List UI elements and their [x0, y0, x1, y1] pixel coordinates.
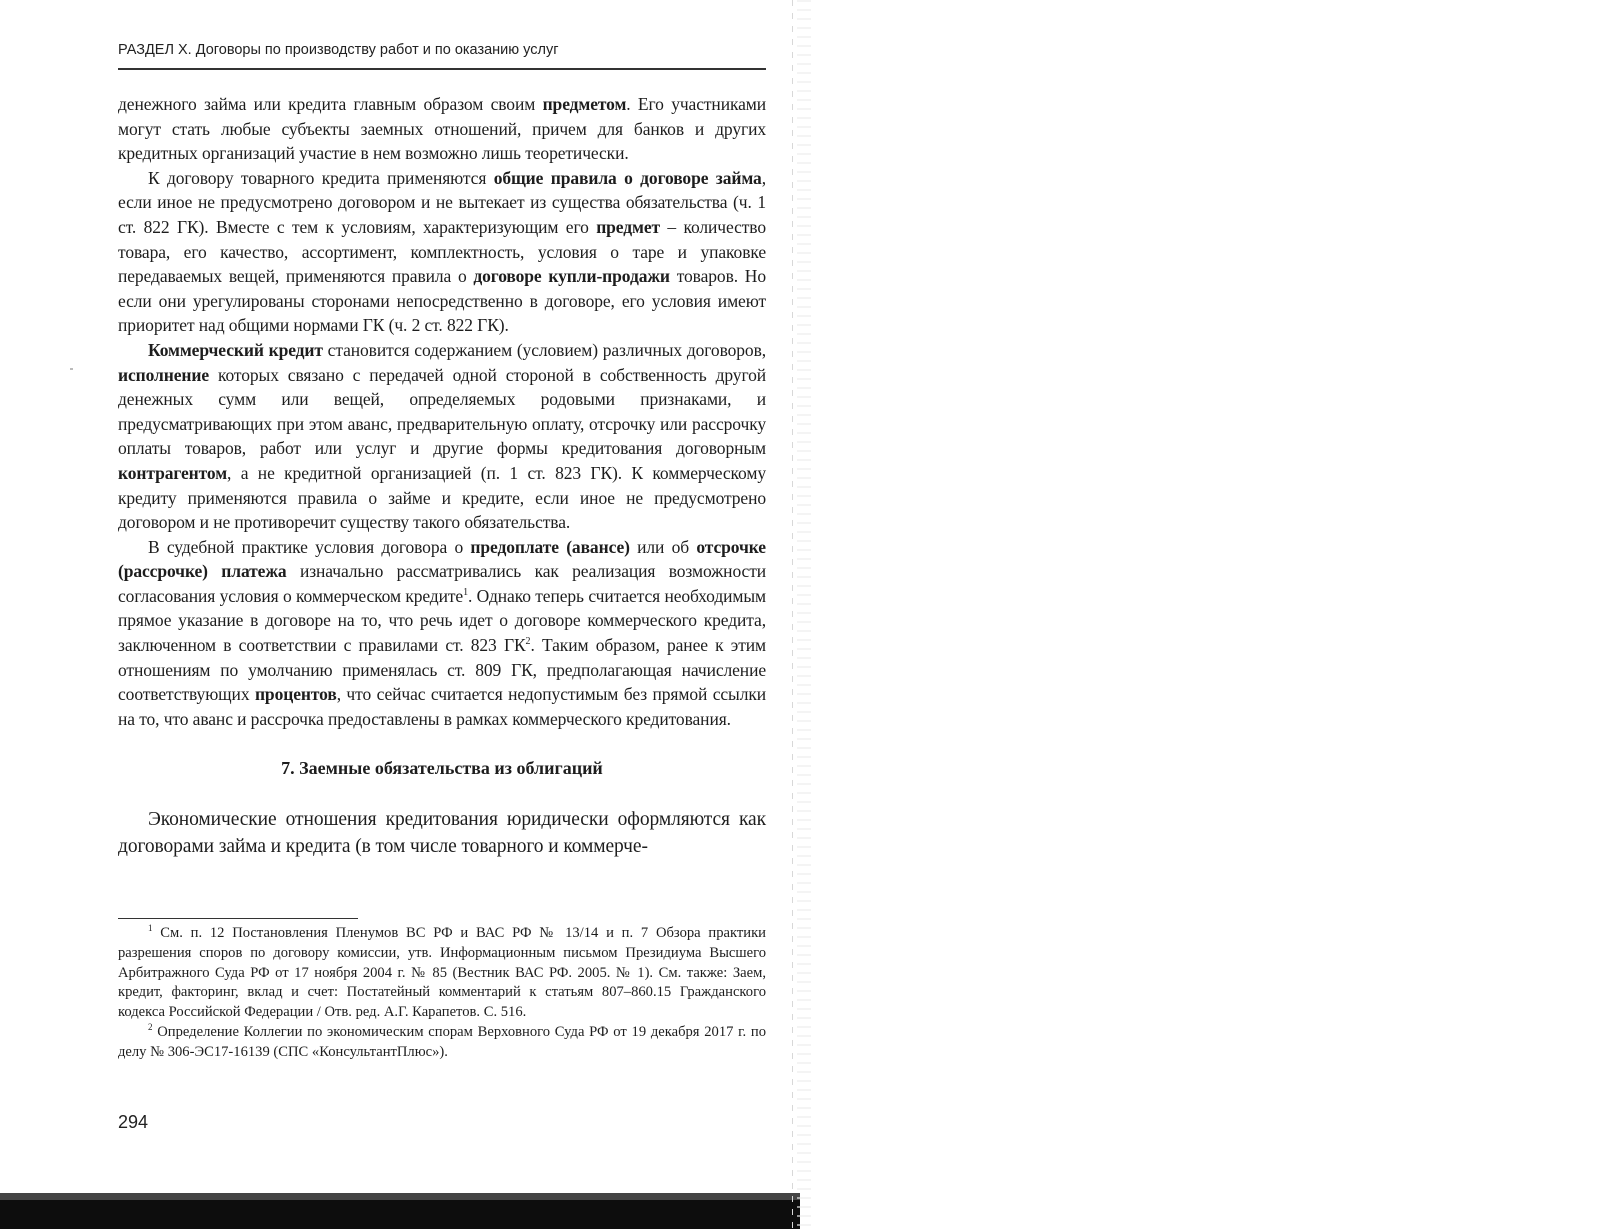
- paragraph-5: Экономические отношения кредитования юридически оформляются как договорами займа и кредита (в том числе товарного и коммерче-: [118, 809, 766, 858]
- page-number: 294: [118, 1112, 149, 1132]
- footnote-2: $^2$ Определение Коллегии по экономическим спорам Верховного Суда РФ от 19 декабря 2017 г. по делу № 306-ЭС17-16139 (СПС «КонсультантПлюс»).: [118, 1022, 766, 1060]
- footnote-ref-2[interactable]: 2: [525, 636, 531, 648]
- bold-term: отсрочке (рассрочке) платежа: [118, 536, 766, 582]
- footnotes: [118, 924, 766, 1063]
- footnote-mark: 2: [148, 1022, 153, 1033]
- bold-term: предмет: [596, 216, 660, 237]
- bold-term: процентов: [254, 684, 337, 705]
- paragraph-4: В судебной практике условия договора о предоплате (авансе) или об отсрочке (рассрочке) платежа изначально рассматривались как реализация возможности согласования условия о коммерческом кредите$^1$. Однако теперь считается необходимым прямое указание в договоре на то, что речь идет о договоре коммерческого кредита, заключенном в соответствии с правилами ст. 823 $ГК^2$. Таким образом, ранее к этим отношениям по умолчанию применялась ст. 809 ГК, предполагающая начисление соответствующих процентов, что сейчас считается недопустимым без прямой ссылки на то, что аванс и рассрочка предоставлены в рамках коммерческого кредитования.: [118, 536, 767, 729]
- book-gutter: [792, 0, 793, 1229]
- gutter-noise: [797, 0, 811, 1229]
- scan-speck: [70, 368, 73, 370]
- paragraph-3: Коммерческий кредит становится содержанием (условием) различных договоров, исполнение которых связано с передачей одной стороной в собственность другой денежных сумм или вещей, определяемых родовыми признаками, и предусматривающих при этом аванс, предварительную оплату, отсрочку или рассрочку оплаты товаров, работ или услуг и другие формы кредитования договорным контрагентом, а не кредитной организацией (п. 1 ст. 823 ГК). К коммерческому кредиту применяются правила о займе и кредите, если иное не предусмотрено договором и не противоречит существу такого обязательства.: [118, 339, 767, 533]
- footnote-separator: [118, 918, 358, 919]
- paragraph-2: К договору товарного кредита применяются общие правила о договоре займа, если иное не предусмотрено договором и не вытекает из существа обязательства (ч. 1 ст. 822 ГК). Вместе с тем к условиям, характеризующим его предмет – количество товара, его качество, ассортимент, комплектность, условия о таре и упаковке передаваемых вещей, применяются правила о договоре купли-продажи товаров. Но если они урегулированы сторонами непосредственно в договоре, его условия имеют приоритет над общими нормами ГК (ч. 2 ст. 822 ГК).: [118, 167, 766, 336]
- bold-term: Коммерческий кредит: [148, 339, 323, 360]
- bold-term: предоплате (авансе): [470, 536, 630, 557]
- footnote-ref-1[interactable]: 1: [463, 587, 468, 599]
- bold-term: исполнение: [118, 364, 210, 385]
- bold-term: общие правила о договоре займа: [493, 167, 762, 188]
- header-rule: [118, 68, 766, 70]
- footnote-mark: 1: [148, 923, 153, 934]
- main-text: [118, 92, 766, 860]
- bold-term: контрагентом: [118, 462, 228, 483]
- bold-term: договоре купли-продажи: [473, 266, 670, 287]
- footnote-1: $^1$ См. п. 12 Постановления Пленумов ВС РФ и ВАС РФ № 13/14 и п. 7 Обзора практики разрешения споров по договору комиссии, утв. Информационным письмом Президиума Высшего Арбитражного Суда РФ от 17 ноября 2004 г. № 85 (Вестник ВАС РФ. 2005. № 1). См. также: Заем, кредит, факторинг, вклад и счет: Постатейный комментарий к статьям 807–860.15 Гражданского кодекса Российской Федерации / Отв. ред. А.Г. Карапетов. С. 516.: [118, 923, 766, 1021]
- paragraph-1: денежного займа или кредита главным образом своим предметом. Его участниками могут стать любые субъекты заемных отношений, причем для банков и других кредитных организаций участие в нем возможно лишь теоретически.: [118, 94, 766, 164]
- running-header: РАЗДЕЛ X. Договоры по производству работ и по оказанию услуг: [118, 42, 559, 58]
- scan-bottom-edge: [0, 1200, 800, 1229]
- section-heading: 7. Заемные обязательства из облигаций: [281, 758, 603, 779]
- bold-term: предметом: [542, 94, 627, 114]
- scan-edge-shadow: [0, 1193, 800, 1200]
